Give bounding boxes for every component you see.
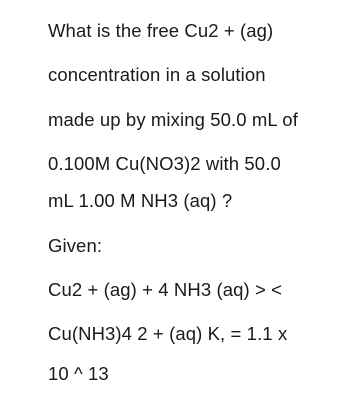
question-line-2: concentration in a solution <box>48 64 266 85</box>
reaction-line-2: Cu(NH3)4 2 + (aq) K, = 1.1 x <box>48 323 288 344</box>
question-line-4: 0.100M Cu(NO3)2 with 50.0 <box>48 153 281 174</box>
question-line-1: What is the free Cu2 + (ag) <box>48 20 274 41</box>
question-line-5: mL 1.00 M NH3 (aq) ? <box>48 190 233 211</box>
question-line-3: made up by mixing 50.0 mL of <box>48 109 298 130</box>
reaction-line-1: Cu2 + (ag) + 4 NH3 (aq) > < <box>48 279 283 300</box>
reaction-line-3: 10 ^ 13 <box>48 363 109 384</box>
given-label: Given: <box>48 235 103 256</box>
